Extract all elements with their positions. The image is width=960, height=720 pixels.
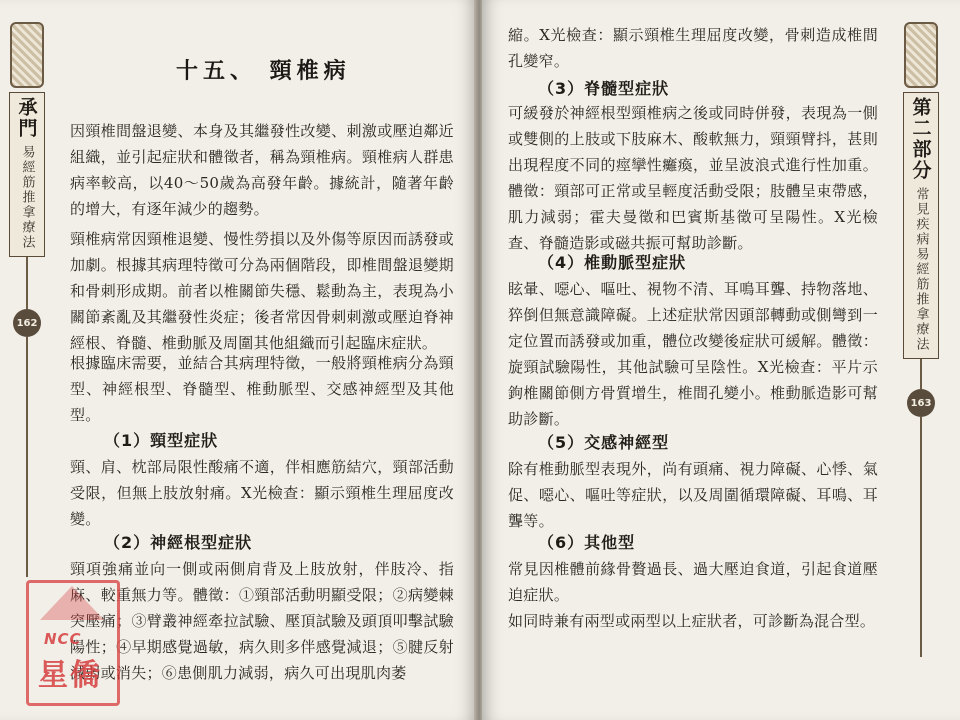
- left-side-tab: [10, 22, 44, 577]
- right-tab-line-lower: [920, 417, 922, 657]
- stamp-ncc: NCC: [44, 630, 82, 648]
- right-tab-box: [903, 92, 939, 359]
- left-tab-sub: 易經筋推拿療法: [19, 145, 35, 250]
- right-side-tab: [904, 22, 938, 657]
- section1-heading: （1）頸型症狀: [104, 431, 219, 450]
- right-tab-line: [920, 359, 922, 389]
- section4-heading: （4）椎動脈型症狀: [538, 253, 687, 272]
- right-page-number: 163: [907, 389, 935, 417]
- left-tab-line-lower: [26, 337, 28, 577]
- chapter-title: 十五、 頸椎病: [176, 58, 351, 84]
- continuation-text: 縮。X光檢查：顯示頸椎生理屈度改變，骨刺造成椎間孔變窄。: [508, 26, 878, 70]
- intro-paragraph: 因頸椎間盤退變、本身及其繼發性改變、刺激或壓迫鄰近組織，並引起症狀和體徵者，稱為頸椎病。頸椎病人群患病率較高，以40～50歲為高發年齡。據統計，隨著年齡的增大，有逐年減少的趨勢。: [70, 122, 454, 218]
- ornament-icon: [904, 22, 938, 88]
- right-tab-sub: 常見疾病易經筋推拿療法: [913, 187, 929, 352]
- classification-paragraph: 根據臨床需要，並結合其病理特徵，一般將頸椎病分為頸型、神經根型、脊髓型、椎動脈型、交感神經型及其他型。: [70, 354, 454, 424]
- stamp-name: 星僑: [38, 658, 102, 693]
- right-page: [482, 0, 960, 720]
- left-page-number: 162: [13, 309, 41, 337]
- section4-text: 眩暈、噁心、嘔吐、視物不清、耳鳴耳聾、持物落地、猝倒但無意識障礙。上述症狀常因頭部轉動或側彎到一定位置而誘發或加重，體位改變後症狀可緩解。體徵：旋頸試驗陽性，其他試驗可呈陰性。X光檢查：平片示鉤椎關節側方骨質增生，椎間孔變小。椎動脈造影可幫助診斷。: [508, 280, 878, 428]
- section3-heading: （3）脊髓型症狀: [538, 79, 670, 98]
- left-page: [0, 0, 476, 720]
- section3-text: 可緩發於神經根型頸椎病之後或同時併發，表現為一側或雙側的上肢或下肢麻木、酸軟無力，頸頸臂抖，甚則出現程度不同的痙攣性癱瘓，並呈波浪式進行性加重。體徵：頸部可正常或呈輕度活動受限；肢體呈束帶感，肌力減弱；霍夫曼徵和巴賓斯基徵可呈陽性。X光檢查、脊髓造影或磁共振可幫助診斷。: [508, 104, 878, 252]
- section6-heading: （6）其他型: [538, 533, 636, 552]
- left-tab-line: [26, 257, 28, 309]
- section5-text: 除有椎動脈型表現外，尚有頭痛、視力障礙、心悸、氣促、噁心、嘔吐等症狀，以及周圍循環障礙、耳鳴、耳聾等。: [508, 460, 878, 530]
- stamp-roof-icon: [40, 586, 104, 620]
- left-tab-main: 承門: [15, 97, 38, 139]
- watermark-stamp: [26, 580, 118, 704]
- right-tab-main: 第二部分: [909, 97, 932, 181]
- section6-text: 常見因椎體前緣骨贅過長、過大壓迫食道，引起食道壓迫症狀。: [508, 560, 878, 604]
- left-tab-box: [9, 92, 45, 257]
- ornament-icon: [10, 22, 44, 88]
- etiology-paragraph: 頸椎病常因頸椎退變、慢性勞損以及外傷等原因而誘發或加劇。根據其病理特徵可分為兩個階段，即椎間盤退變期和骨刺形成期。前者以椎關節失穩、鬆動為主，表現為小關節紊亂及其繼發性炎症；後者常因骨刺刺激或壓迫脊神經根、脊髓、椎動脈及周圍其他組織而引起臨床症狀。: [70, 230, 454, 352]
- closing-paragraph: 如同時兼有兩型或兩型以上症狀者，可診斷為混合型。: [508, 612, 876, 630]
- section1-text: 頸、肩、枕部局限性酸痛不適，伴相應筋結穴，頸部活動受限，但無上肢放射痛。X光檢查：顯示頸椎生理屈度改變。: [70, 458, 454, 528]
- section2-heading: （2）神經根型症狀: [104, 533, 253, 552]
- section5-heading: （5）交感神經型: [538, 433, 670, 452]
- section2-text: 頸項強痛並向一側或兩側肩背及上肢放射，伴肢冷、指麻、較重無力等。體徵：①頸部活動明顯受限；②病變棘突壓痛；③臂叢神經牽拉試驗、壓頂試驗及頭頂叩擊試驗陽性；④早期感覺過敏，病久則多伴感覺減退；⑤腱反射減弱或消失；⑥患側肌力減弱，病久可出現肌肉萎: [70, 560, 454, 682]
